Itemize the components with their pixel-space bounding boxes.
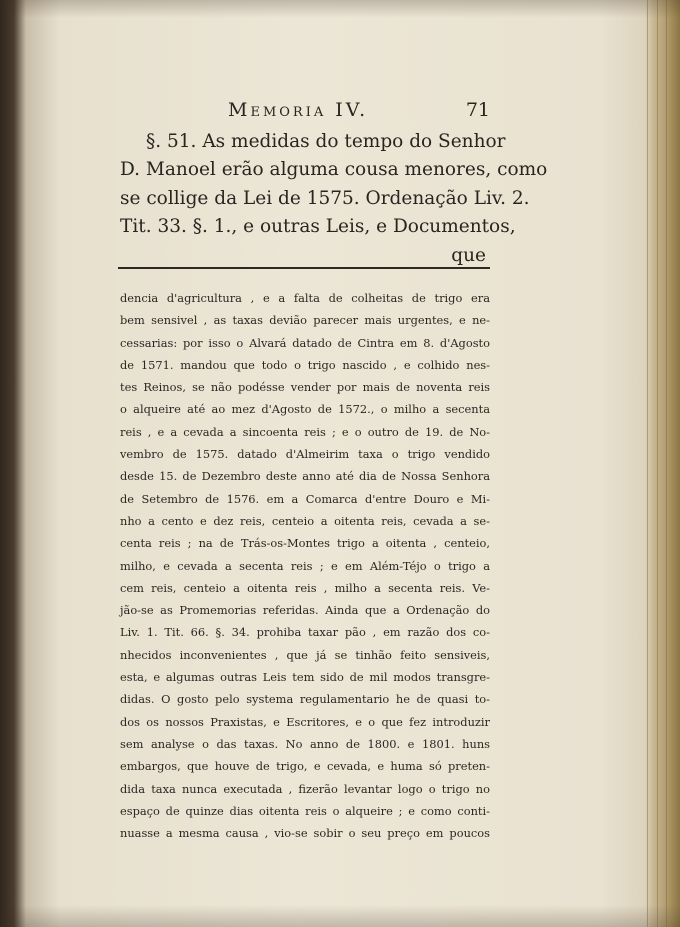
footnote-line: o alqueire até ao mez d'Agosto de 1572., o milho a secenta xyxy=(120,402,490,417)
footnote-line: dencia d'agricultura , e a falta de colheitas de trigo era xyxy=(120,291,490,305)
footnote-line: bem sensivel , as taxas devião parecer mais urgentes, e ne- xyxy=(120,313,490,328)
footnote-line: cessarias: por isso o Alvará datado de Cintra em 8. d'Agosto xyxy=(120,335,490,350)
main-line: Tit. 33. §. 1., e outras Leis, e Documentos, xyxy=(120,216,516,238)
page-edge-line xyxy=(657,0,658,927)
footnote-line: vembro de 1575. datado d'Almeirim taxa o trigo vendido xyxy=(120,447,490,462)
footnote-line: esta, e algumas outras Leis tem sido de mil modos transgre- xyxy=(120,670,490,685)
footnote-line: milho, e cevada a secenta reis ; e em Além-Téjo o trigo a xyxy=(120,558,490,573)
footnote-line: nho a cento e dez reis, centeio a oitenta reis, cevada a se- xyxy=(120,513,490,528)
footnote-line: de Setembro de 1576. em a Comarca d'entre Douro e Mi- xyxy=(120,491,490,506)
footnote-line: dida taxa nunca executada , fizerão levantar logo o trigo no xyxy=(120,781,490,796)
footnote-line: nuasse a mesma causa , vio-se sobir o seu preço em poucos xyxy=(120,826,490,841)
footnote-line: didas. O gosto pelo systema regulamentario he de quasi to- xyxy=(120,692,490,707)
footnote-block xyxy=(120,287,490,844)
footnote-line: embargos, que houve de trigo, e cevada, e huma só preten- xyxy=(120,759,490,774)
main-line: se collige da Lei de 1575. Ordenação Liv. 2. xyxy=(120,187,530,209)
footnote-line: dos os nossos Praxistas, e Escritores, e o que fez introduzir xyxy=(120,714,490,729)
page-number: 71 xyxy=(465,99,490,121)
footnote-line: cem reis, centeio a oitenta reis , milho a secenta reis. Ve- xyxy=(120,580,490,595)
footnote-line: de 1571. mandou que todo o trigo nascido , e colhido nes- xyxy=(120,357,490,372)
running-title: Memoria IV. xyxy=(228,99,369,121)
main-line: D. Manoel erão alguma cousa menores, como xyxy=(120,159,548,181)
footnote-line: sem analyse o das taxas. No anno de 1800. e 1801. huns xyxy=(120,736,490,751)
main-line: §. 51. As medidas do tempo do Senhor xyxy=(146,131,506,152)
footnote-line: espaço de quinze dias oitenta reis o alqueire ; e como conti- xyxy=(120,803,490,818)
bottom-shadow xyxy=(0,905,680,927)
footnote-line: centa reis ; na de Trás-os-Montes trigo a oitenta , centeio, xyxy=(120,536,490,551)
main-paragraph xyxy=(120,128,548,270)
footnote-line: reis , e a cevada a sincoenta reis ; e o outro de 19. de No- xyxy=(120,424,490,439)
footnote-line: Liv. 1. Tit. 66. §. 34. prohiba taxar pão , em razão dos co- xyxy=(120,625,490,640)
footnote-line: desde 15. de Dezembro deste anno até dia de Nossa Senhora xyxy=(120,469,490,484)
page-edge-line xyxy=(647,0,648,927)
catchword: que xyxy=(451,244,486,266)
footnote-line: jão-se as Promemorias referidas. Ainda que a Ordenação do xyxy=(120,603,490,618)
footnote-rule xyxy=(118,267,490,269)
footnote-line: tes Reinos, se não podésse vender por mais de noventa reis xyxy=(120,380,490,395)
page-edge-line xyxy=(666,0,667,927)
running-head xyxy=(120,99,490,129)
footnote-line: nhecidos inconvenientes , que já se tinhão feito sensiveis, xyxy=(120,647,490,662)
top-shadow xyxy=(0,0,680,18)
